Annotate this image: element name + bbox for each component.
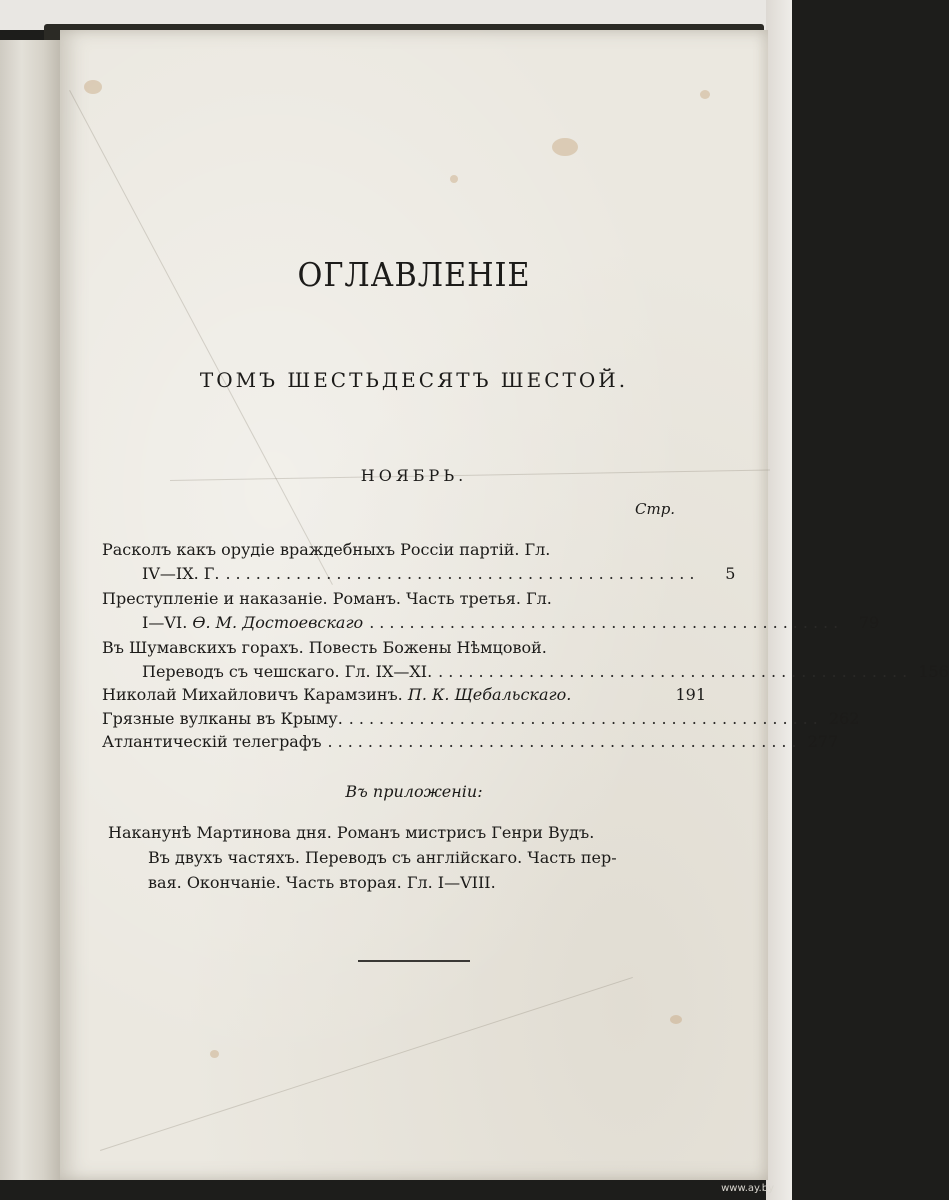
appendix-heading: Въ приложеніи: [345,782,483,801]
site-watermark: www.ay.by [721,1183,774,1194]
paper-stain [670,1015,682,1024]
paper-stain [84,80,102,94]
page-number: 262 [828,708,860,728]
book-spine-pages [0,40,64,1180]
entry-title: Преступленіе и наказаніе. Романъ. Часть третья. Гл. [102,589,552,608]
appendix-entry [108,820,708,895]
entry-title: Грязные вулканы въ Крыму. [102,708,343,728]
entry-chapters: I—VI. [142,612,188,632]
dot-leader: ............................................... [438,661,913,681]
month-heading: НОЯБРЬ. [360,466,468,485]
paper-stain [210,1050,219,1058]
toc-entry [102,538,736,585]
appendix-line: вая. Окончаніе. Часть вторая. Гл. I—VIII. [148,873,496,892]
page-column-header: Стр. [635,500,676,518]
page-number: 277 [807,732,839,751]
paper-crease [100,977,633,1151]
appendix-line: Въ двухъ частяхъ. Переводъ съ англійскаго. Часть пер- [148,848,617,867]
paper-stain [450,175,458,183]
dot-leader: ............................................... [327,732,802,751]
dot-leader: ............................................... [369,612,844,632]
entry-author: П. К. Щебальскаго. [407,685,572,704]
toc-entry [102,730,839,754]
dot-leader: ............................................... [348,708,823,728]
entry-title: Расколъ какъ орудіе враждебныхъ Россіи партій. Гл. [102,540,551,559]
page-number: 5 [725,563,736,583]
paper-stain [700,90,710,99]
dot-leader: ............................................... [225,563,700,583]
volume-heading: ТОМЪ ШЕСТЬДЕСЯТЪ ШЕСТОЙ. [199,368,629,392]
table-of-contents [102,538,949,754]
divider-rule [358,960,470,962]
toc-entry [102,587,880,634]
background-surface-right [766,0,792,1200]
contents-title: ОГЛАВЛЕНІЕ [297,255,531,294]
page-number: 156 [918,661,949,681]
paper-crease [69,90,333,585]
entry-title: Атлантическій телеграфъ [102,732,322,751]
paper-stain [552,138,578,156]
entry-title-continued: IV—IX. Г. [142,563,220,583]
page-number: 79 [858,612,880,632]
entry-title-continued: Переводъ съ чешскаго. Гл. IX—XI. [142,661,433,681]
entry-author: Ѳ. М. Достоевскаго [192,612,364,632]
toc-entry [102,707,860,731]
appendix-line: Наканунѣ Мартинова дня. Романъ мистрисъ Генри Вудъ. [108,823,595,842]
entry-title: Въ Шумавскихъ горахъ. Повесть Божены Нѣмцовой. [102,638,547,657]
book-page [60,30,949,1180]
toc-entry [102,636,949,683]
entry-title: Николай Михайловичъ Карамзинъ. [102,685,403,704]
toc-entry [102,683,706,707]
page-number: 191 [675,685,706,704]
